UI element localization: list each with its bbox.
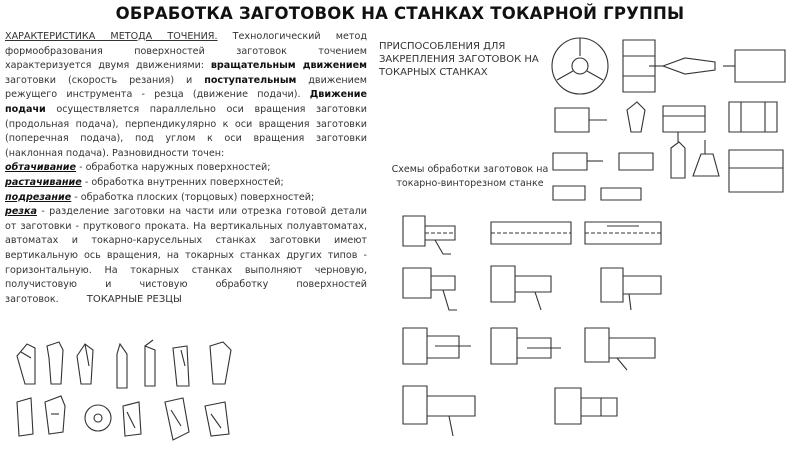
term-facing-desc: - обработка плоских (торцовых) поверхностей;: [71, 191, 315, 203]
intro-heading: ХАРАКТЕРИСТИКА МЕТОДА ТОЧЕНИЯ.: [5, 31, 218, 42]
intro-text-3: движением режущего инструмента - резца (движение подачи).: [5, 74, 368, 101]
translational-term: поступательным: [204, 74, 297, 86]
term-cutting: резка: [5, 206, 37, 218]
term-turning-desc: - обработка наружных поверхностей;: [76, 162, 271, 174]
term-boring: растачивание: [5, 176, 82, 188]
machining-schemes-drawing: [395, 210, 665, 442]
schemes-title: Схемы обработки заготовок на токарно-винторезном станке: [391, 164, 549, 189]
cutters-title: ТОКАРНЫЕ РЕЗЦЫ: [86, 293, 182, 305]
intro-text-2: заготовки (скорость резания) и: [5, 74, 205, 86]
slide-title: ОБРАБОТКА ЗАГОТОВОК НА СТАНКАХ ТОКАРНОЙ ГРУППЫ: [115, 4, 685, 23]
method-description: [5, 30, 367, 307]
intro-text-4: осуществляется параллельно оси вращения заготовки (продольная подача), перпендикулярно к оси вращения заготовки (поперечная подача), под углом к оси вращения заготовки (наклонная подача). Разновидности точен:: [5, 103, 367, 159]
term-facing: подрезание: [5, 191, 72, 203]
rotational-motion-term: вращательным движением: [210, 60, 367, 72]
term-cutting-desc: - разделение заготовки на части или отрезка готовой детали от заготовки - пруткового проката. На вертикальных полуавтоматах, автоматах и токарно-карусельных станках заготовки имеют вертикальную ось вращения, на токарных станках других типов - горизонтальную. На токарных станках выполняют черновую, получистовую и чистовую обработку поверхностей заготовок.: [5, 206, 367, 305]
term-boring-desc: - обработка внутренних поверхностей;: [81, 176, 284, 188]
intro-text-1: Технологический метод формообразования поверхностей заготовок точением характеризуется двумя движениями:: [5, 31, 367, 72]
fixtures-drawing: [545, 28, 795, 203]
lathe-cutters-drawing: [5, 336, 245, 446]
fixtures-title: ПРИСПОСОБЛЕНИЯ ДЛЯ ЗАКРЕПЛЕНИЯ ЗАГОТОВОК НА ТОКАРНЫХ СТАНКАХ: [379, 41, 539, 78]
term-turning: обтачивание: [5, 162, 77, 174]
feed-motion-term: Движение подачи: [5, 89, 367, 115]
